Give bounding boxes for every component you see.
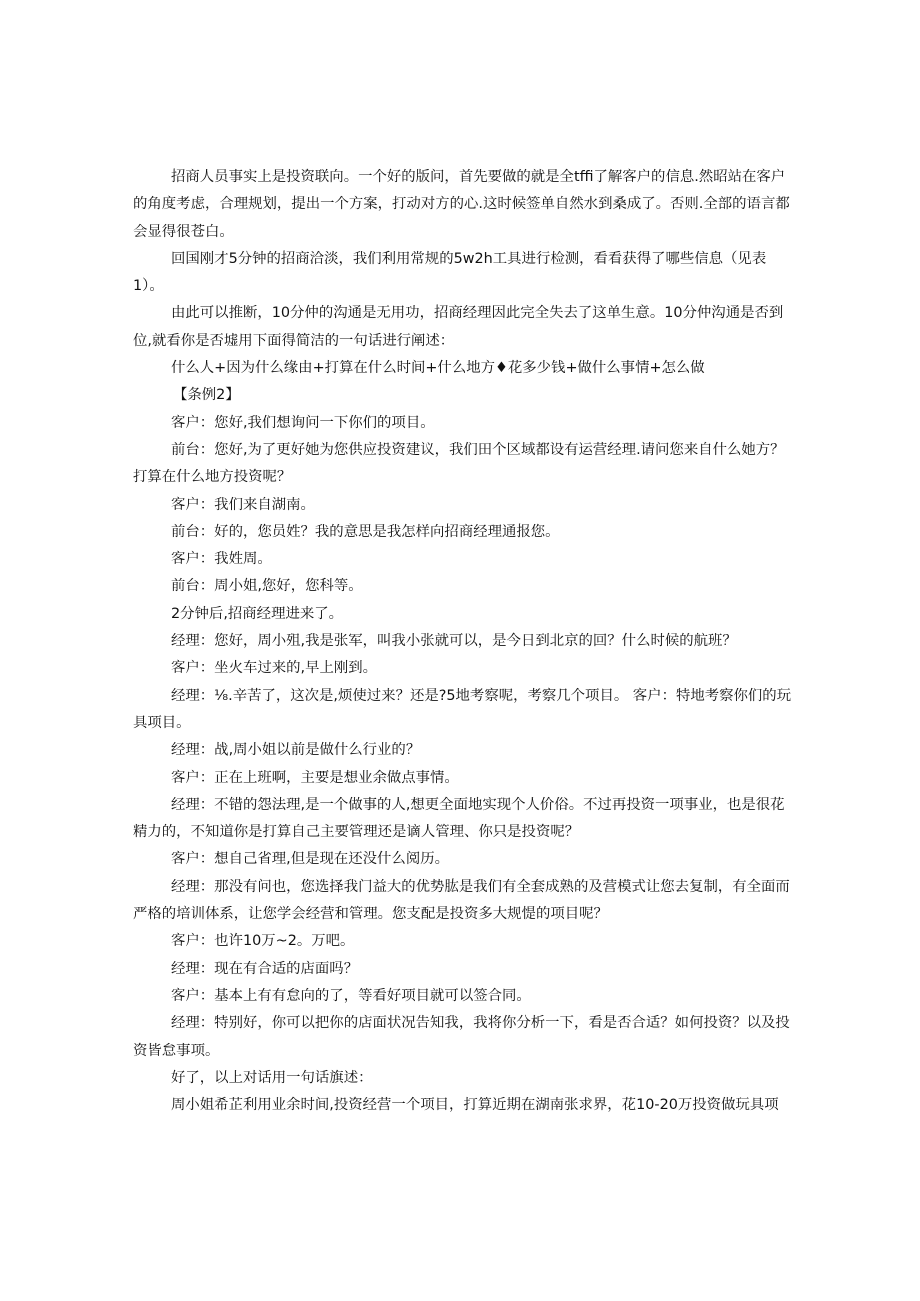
paragraph: 客户：我姓周。 [171, 551, 272, 568]
paragraph: 前台：周小姐,您好，您科等。 [171, 578, 363, 595]
paragraph: 客户：坐火车过来的,早上刚到。 [171, 660, 378, 677]
paragraph: 招商人员事实上是投资联向。一个好的版问，首先要做的就是全tffi了解客户的信息.然昭站在客户的角度考虑，合理规划，提出一个方案，打动对方的心.这时候签单自然水到桑成了。否则.全部的语言都会显得很苍白。 [133, 169, 790, 240]
paragraph: 客户：基本上有有怠向的了，等看好项目就可以签合同。 [171, 987, 531, 1004]
paragraph: 2分钟后,招商经理进来了。 [171, 605, 344, 622]
paragraph: 经理：您好，周小殂,我是张军，叫我小张就可以，是今日到北京的回？什么时候的航班？ [171, 633, 737, 650]
document-body [133, 164, 793, 1119]
paragraph: 周小姐希芷利用业余时间,投资经营一个项目，打算近期在湖南张求界，花10-20万投资做玩具项 [171, 1097, 779, 1114]
paragraph: 什么人+因为什么缘由+打算在什么时间+什么地方♦花多少钱+做什么事情+怎么做 [171, 360, 705, 377]
paragraph: 经理：战,周小姐以前是做什么行业的？ [171, 742, 421, 759]
paragraph: 前台：您好,为了更好她为您供应投资建议，我们田个区域都设有运营经理.请问您来自什么她方？打算在什么地方投资呢？ [133, 441, 785, 486]
paragraph: 客户：您好,我们想询问一下你们的项目。 [171, 414, 435, 431]
paragraph: 客户：正在上班啊，主要是想业余做点事情。 [171, 769, 459, 786]
paragraph: 前台：好的，您员姓？我的意思是我怎样向招商经理通报您。 [171, 523, 560, 540]
section-heading: 【条例2】 [173, 387, 240, 404]
paragraph: 客户：也许10万~2。万吧。 [171, 933, 355, 950]
paragraph: 由此可以推断，10分仲的沟通是无用功，招商经理因此完全失去了这单生意。10分仲沟通是否到位,就看你是否墟用下面得简洁的一句话进行阐述： [133, 305, 784, 349]
paragraph: 经理：⅛.辛苦了，这次是,烦使过来？还是?5地考察呢，考察几个项目。 客户：特地考察你们的玩具项目。 [133, 687, 792, 731]
paragraph: 经理：特别好，你可以把你的店面状况告知我，我将你分析一下，看是否合适？如何投资？以及投资皆怠事项。 [133, 1015, 790, 1059]
paragraph: 经理：现在有合适的店面吗？ [171, 960, 359, 977]
paragraph: 客户：想自己省理,但是现在还没什么阅历。 [171, 851, 449, 868]
paragraph: 客户：我们来自湖南。 [171, 496, 315, 513]
paragraph: 经理：不错的怨法理,是一个做事的人,想更全面地实现个人价俗。不过再投资一项事业，也是很花精力的，不知道你是打算自己主要管理还是谪人管理、你只是投资呢？ [133, 796, 785, 841]
paragraph: 经理：那没有问也，您选择我门益大的优势肱是我们有全套成熟的及营模式让您去复制，有全面而严格的培训体系，让您学会经营和管理。您支配是投资多大规惿的项目呢？ [133, 878, 790, 923]
paragraph: 回国刚才5分钟的招商洽淡，我们利用常规的5w2h工具进行检测，看看获得了哪些信息（见表1）。 [133, 250, 767, 295]
paragraph: 好了，以上对话用一句话旗述： [171, 1069, 373, 1086]
